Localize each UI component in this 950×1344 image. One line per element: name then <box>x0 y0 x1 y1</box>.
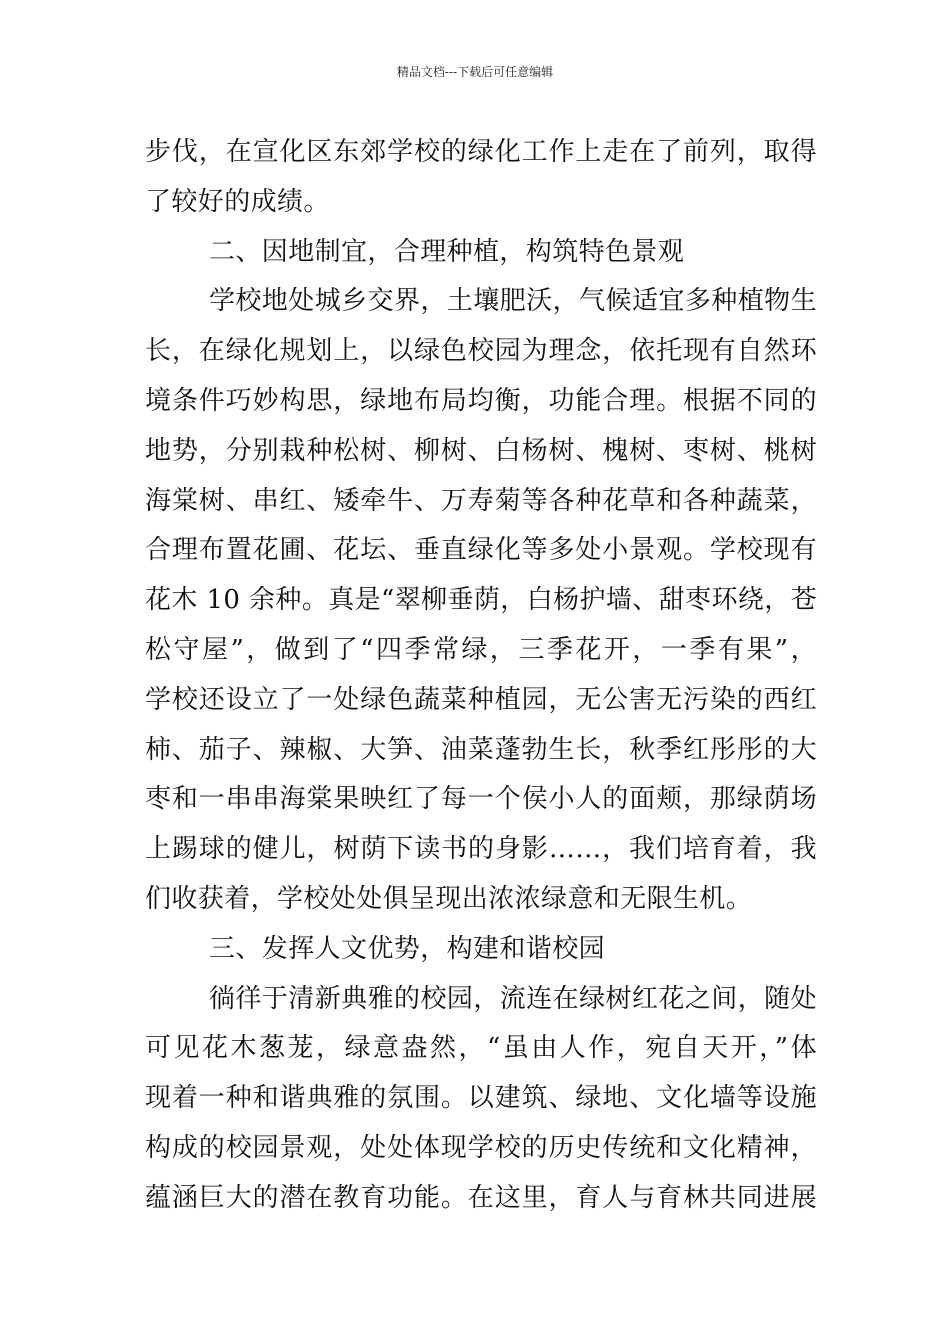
document-body <box>145 128 817 1224</box>
paragraph-line: 地势，分别栽种松树、柳树、白杨树、槐树、枣树、桃树 <box>145 435 817 466</box>
paragraph-line: 松守屋”，做到了“四季常绿，三季花开，一季有果”， <box>145 634 817 665</box>
paragraph-line: 学校地处城乡交界，土壤肥沃，气候适宜多种植物生 <box>209 286 817 317</box>
paragraph-line: 长，在绿化规划上，以绿色校园为理念，依托现有自然环 <box>145 336 817 367</box>
paragraph-line: 海棠树、串红、矮牵牛、万寿菊等各种花草和各种蔬菜， <box>145 485 817 516</box>
paragraph-line: 境条件巧妙构思，绿地布局均衡，功能合理。根据不同的 <box>145 385 817 416</box>
section-heading: 二、因地制宜，合理种植，构筑特色景观 <box>209 236 685 267</box>
paragraph-line: 合理布置花圃、花坛、垂直绿化等多处小景观。学校现有 <box>145 535 817 566</box>
paragraph-line: 们收获着，学校处处俱呈现出浓浓绿意和无限生机。 <box>145 883 753 914</box>
paragraph-line: 枣和一串串海棠果映红了每一个侯小人的面颊，那绿荫场 <box>145 784 817 815</box>
section-heading: 三、发挥人文优势，构建和谐校园 <box>209 933 606 964</box>
paragraph-line: 蕴涵巨大的潜在教育功能。在这里，育人与育林共同进展 <box>145 1182 817 1213</box>
paragraph-line: 花木 10 余种。真是“翠柳垂荫，白杨护墙、甜枣环绕，苍 <box>145 585 818 616</box>
paragraph-line: 徜徉于清新典雅的校园，流连在绿树红花之间，随处 <box>209 983 817 1014</box>
paragraph-line: 学校还设立了一处绿色蔬菜种植园，无公害无污染的西红 <box>145 684 817 715</box>
paragraph-line: 构成的校园景观，处处体现学校的历史传统和文化精神， <box>145 1132 817 1163</box>
page-header: 精品文档---下载后可任意编辑 <box>396 65 554 79</box>
paragraph-line: 上踢球的健儿，树荫下读书的身影……，我们培育着，我 <box>145 834 817 865</box>
paragraph-line: 步伐，在宣化区东郊学校的绿化工作上走在了前列，取得 <box>145 137 817 167</box>
paragraph-line: 了较好的成绩。 <box>145 186 330 217</box>
paragraph-line: 可见花木葱茏，绿意盎然，“虽由人作，宛自天开，”体 <box>145 1033 817 1064</box>
paragraph-line: 柿、茄子、辣椒、大笋、油菜蓬勃生长，秋季红彤彤的大 <box>145 734 817 765</box>
paragraph-line: 现着一种和谐典雅的氛围。以建筑、绿地、文化墙等设施 <box>145 1083 817 1114</box>
